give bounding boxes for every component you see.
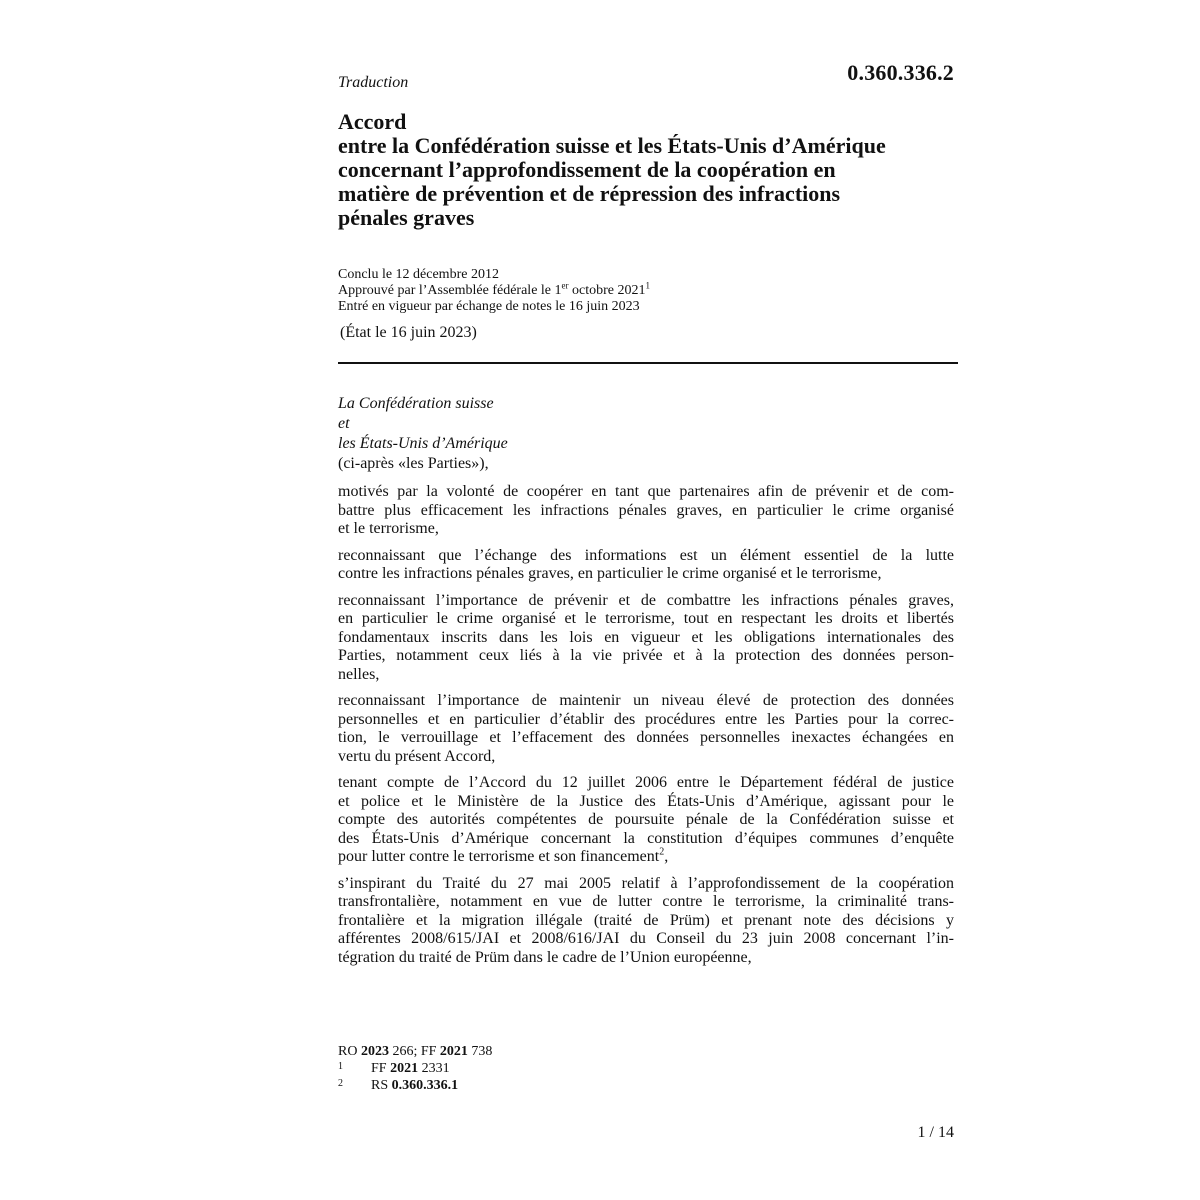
- text-line: reconnaissant l’importance de maintenir un niveau élevé de protection des données: [338, 692, 954, 709]
- preamble-paragraph: [338, 875, 954, 968]
- preamble: [338, 483, 954, 975]
- text-line: motivés par la volonté de coopérer en tant que partenaires afin de prévenir et de com-: [338, 483, 954, 500]
- text-line: et le terrorisme,: [338, 520, 439, 537]
- party-usa: les États-Unis d’Amérique: [338, 435, 508, 452]
- footnote-prefix: FF: [371, 1061, 391, 1076]
- footnote-1: [338, 1060, 492, 1077]
- footnotes: [338, 1043, 492, 1094]
- title-line: Accord: [338, 109, 407, 134]
- approved-text: Approuvé par l’Assemblée fédérale le 1: [338, 283, 562, 298]
- ff-page: 738: [467, 1044, 493, 1059]
- title-line: entre la Confédération suisse et les États-Unis d’Amérique: [338, 133, 886, 158]
- text-fragment: ,: [664, 848, 669, 865]
- document-page: [338, 0, 958, 1200]
- text-line: Parties, notamment ceux liés à la vie privée et à la protection des données person-: [338, 647, 954, 664]
- footnote-number: 2: [338, 1078, 343, 1089]
- preamble-paragraph: [338, 547, 954, 584]
- text-line: tion, le verrouillage et l’effacement des données personnelles inexactes échangées en: [338, 729, 954, 746]
- text-line: transfrontalière, notamment en vue de lutter contre le terrorisme, la criminalité trans-: [338, 893, 954, 910]
- ordinal-suffix: er: [561, 280, 569, 291]
- parties-definition: (ci-après «les Parties»),: [338, 455, 489, 472]
- text-line: afférentes 2008/615/JAI et 2008/616/JAI du Conseil du 23 juin 2008 concernant l’in-: [338, 930, 954, 947]
- text-line: vertu du présent Accord,: [338, 747, 496, 765]
- ff-year: 2021: [439, 1044, 468, 1059]
- parties-block: [338, 394, 508, 474]
- preamble-paragraph: [338, 692, 954, 766]
- text-line: reconnaissant que l’échange des informations est un élément essentiel de la lutte: [338, 546, 954, 564]
- party-switzerland: La Confédération suisse: [338, 395, 494, 412]
- footnote-2: [338, 1077, 492, 1094]
- title-line: concernant l’approfondissement de la coopération en: [338, 157, 836, 182]
- footnote-ref[interactable]: 1: [645, 280, 650, 291]
- text-line: en particulier le crime organisé et le terrorisme, tout en respectant les droits et libertés: [338, 610, 954, 627]
- concluded-date: Conclu le 12 décembre 2012: [338, 267, 499, 282]
- translation-label: Traduction: [338, 74, 409, 91]
- ro-prefix: RO: [338, 1044, 361, 1059]
- text-line: et police et le Ministère de la Justice des États-Unis d’Amérique, agissant pour le: [338, 792, 954, 810]
- text-line: fondamentaux inscrits dans les lois en vigueur et les obligations internationales des: [338, 628, 954, 646]
- footnote-prefix: RS: [371, 1078, 392, 1093]
- text-line: nelles,: [338, 665, 380, 683]
- text-line: reconnaissant l’importance de prévenir et de combattre les infractions pénales graves,: [338, 591, 954, 609]
- text-line: compte des autorités compétentes de poursuite pénale de la Confédération suisse et: [338, 811, 954, 828]
- state-date: (État le 16 juin 2023): [340, 324, 477, 341]
- sr-number: 0.360.336.2: [847, 60, 954, 85]
- preamble-paragraph: [338, 592, 954, 685]
- in-force-date: Entré en vigueur par échange de notes le 16 juin 2023: [338, 299, 640, 314]
- title-line: pénales graves: [338, 205, 475, 230]
- text-line: personnelles et en particulier d’établir des procédures entre les Parties pour la correc-: [338, 710, 954, 728]
- approved-date: [338, 280, 650, 299]
- text-line: [338, 848, 954, 867]
- footnote-number: 1: [338, 1061, 343, 1072]
- text-line: s’inspirant du Traité du 27 mai 2005 relatif à l’approfondissement de la coopération: [338, 874, 954, 892]
- footnote-reference-link[interactable]: 0.360.336.1: [391, 1078, 459, 1093]
- preamble-paragraph: [338, 774, 954, 867]
- text-fragment: pour lutter contre le terrorisme et son financement: [338, 848, 660, 865]
- ro-year: 2023: [360, 1044, 389, 1059]
- text-line: battre plus efficacement les infractions pénales graves, en particulier le crime organisé: [338, 501, 954, 519]
- footnote-ref[interactable]: 2: [659, 846, 665, 858]
- party-conjunction: et: [338, 415, 350, 432]
- document-dates: [338, 267, 650, 315]
- footnote-year: 2021: [390, 1061, 419, 1076]
- document-title: [338, 110, 953, 230]
- text-line: tégration du traité de Prüm dans le cadre de l’Union européenne,: [338, 948, 752, 966]
- text-line: frontalière et la migration illégale (traité de Prüm) et prenant note des décisions y: [338, 911, 954, 929]
- header-divider: [338, 362, 958, 364]
- text-line: contre les infractions pénales graves, en particulier le crime organisé et le terrorisme,: [338, 565, 882, 582]
- preamble-paragraph: [338, 483, 954, 539]
- text-line: des États-Unis d’Amérique concernant la constitution d’équipes communes d’enquête: [338, 829, 954, 847]
- ro-page: 266; FF: [388, 1044, 440, 1059]
- publication-reference: [338, 1043, 492, 1060]
- footnote-page: 2331: [418, 1061, 450, 1076]
- page-number: 1 / 14: [917, 1124, 954, 1141]
- text-line: tenant compte de l’Accord du 12 juillet 2006 entre le Département fédéral de justice: [338, 774, 954, 791]
- approved-text-end: octobre 2021: [568, 283, 646, 298]
- title-line: matière de prévention et de répression des infractions: [338, 181, 841, 206]
